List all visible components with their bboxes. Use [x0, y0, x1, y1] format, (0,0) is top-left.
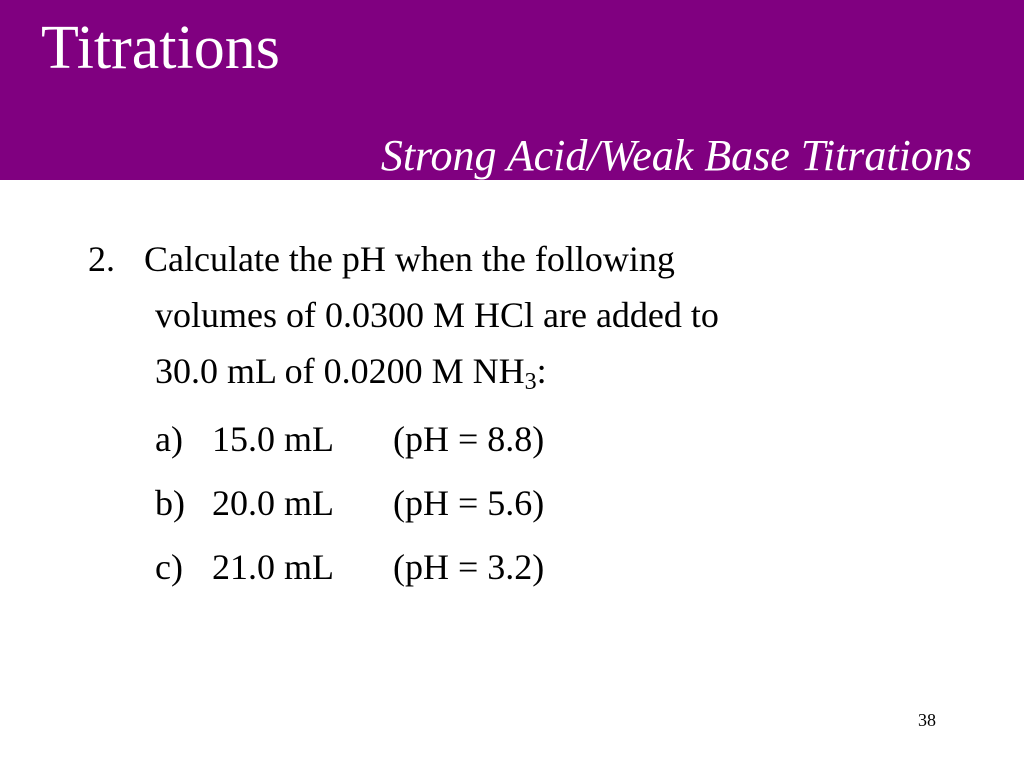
part-c-volume: 21.0 mL — [212, 547, 334, 587]
problem-line-3 — [155, 351, 547, 395]
part-c — [155, 549, 544, 585]
problem-text-line-2: volumes of 0.0300 M HCl are added to — [155, 295, 719, 335]
problem-text-line-3: 30.0 mL of 0.0200 M NH — [155, 351, 525, 391]
part-a-answer: (pH = 8.8) — [393, 419, 545, 459]
problem-text-line-3-tail: : — [536, 351, 547, 391]
part-b — [155, 485, 544, 521]
part-a-marker: a) — [155, 419, 183, 459]
problem-text-line-1: Calculate the pH when the following — [144, 239, 675, 279]
page-number: 38 — [918, 710, 936, 730]
part-b-answer: (pH = 5.6) — [393, 483, 545, 523]
ammonia-subscript: 3 — [524, 369, 537, 395]
problem-line-2 — [155, 297, 719, 333]
part-c-marker: c) — [155, 547, 183, 587]
part-b-marker: b) — [155, 483, 185, 523]
slide-subtitle: Strong Acid/Weak Base Titrations — [380, 131, 972, 180]
part-c-answer: (pH = 3.2) — [393, 547, 545, 587]
part-a-volume: 15.0 mL — [212, 419, 334, 459]
problem-line-1 — [88, 241, 675, 277]
part-a — [155, 421, 544, 457]
problem-number: 2. — [88, 239, 115, 279]
slide-title: Titrations — [41, 14, 280, 82]
part-b-volume: 20.0 mL — [212, 483, 334, 523]
